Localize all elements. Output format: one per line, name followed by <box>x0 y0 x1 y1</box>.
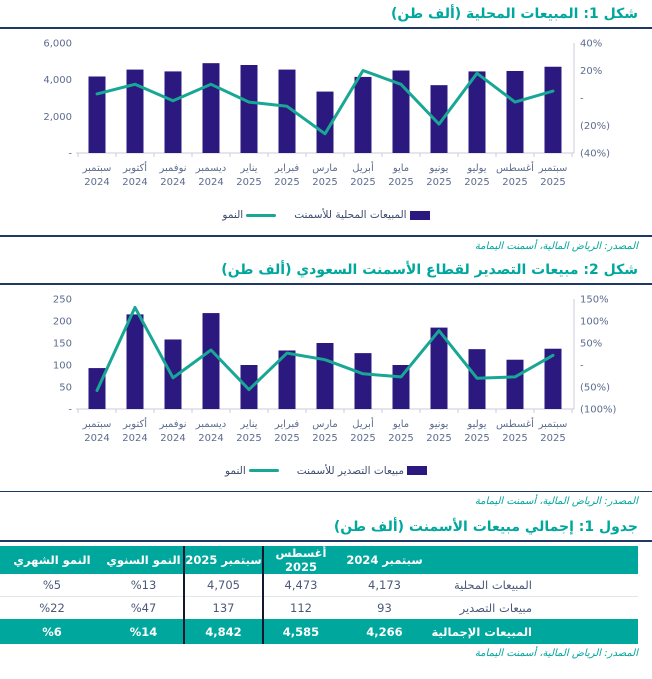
row-label: المبيعات الإجمالية <box>431 619 638 644</box>
bar <box>507 71 524 153</box>
bar <box>165 71 182 153</box>
column-header <box>431 546 638 574</box>
table-cell: 4,842 <box>184 619 263 644</box>
legend-label: النمو <box>222 209 244 221</box>
total-sales-table <box>0 546 638 644</box>
table-header-row <box>0 546 638 574</box>
table-cell: %13 <box>104 574 184 597</box>
title-divider <box>0 283 652 285</box>
x-axis-label: فبراير 2025 <box>274 418 300 444</box>
x-axis-label: يناير 2025 <box>236 163 262 188</box>
legend-label: المبيعات المحلية للأسمنت <box>294 209 407 221</box>
x-axis-label: أغسطس 2025 <box>496 163 534 188</box>
left-axis-tick: 50 <box>59 382 72 393</box>
right-axis-tick: (100%) <box>580 404 617 415</box>
legend-label: النمو <box>225 464 246 477</box>
bar <box>241 65 258 153</box>
table-row <box>0 574 638 597</box>
x-axis-label: نوفمبر 2024 <box>159 418 187 444</box>
left-axis-tick: 4,000 <box>43 75 72 87</box>
table-section <box>0 517 652 660</box>
bar <box>317 343 334 409</box>
x-axis-label: سبتمبر 2025 <box>538 418 568 444</box>
bar <box>89 76 106 153</box>
left-axis-tick: 250 <box>52 294 72 305</box>
x-axis-label: أبريل 2025 <box>350 163 376 188</box>
x-axis-label: مارس 2025 <box>312 418 338 444</box>
x-axis-label: يناير 2025 <box>236 418 262 444</box>
bar <box>203 313 220 409</box>
figure1-section <box>0 4 652 253</box>
left-axis-tick: - <box>68 404 72 415</box>
x-axis-label: مايو 2025 <box>388 418 414 444</box>
line-legend-item <box>225 465 279 477</box>
x-labels <box>82 161 568 188</box>
bar <box>507 359 524 408</box>
table-cell: %14 <box>104 619 184 644</box>
x-axis-label: أكتوبر 2024 <box>122 163 148 188</box>
column-header: سبتمبر 2025 <box>184 546 263 574</box>
table-cell: 4,266 <box>338 619 431 644</box>
domestic-sales-chart <box>0 31 652 197</box>
column-header: النمو الشهري <box>0 546 104 574</box>
left-axis-tick: - <box>68 148 72 160</box>
export-sales-chart <box>0 287 652 453</box>
table-cell: 93 <box>377 601 392 615</box>
y-axis-left <box>43 39 72 160</box>
bar <box>241 365 258 409</box>
table-source: المصدر: الرياض المالية، أسمنت اليمامة <box>474 648 638 659</box>
bar <box>203 63 220 153</box>
table-row <box>0 597 638 620</box>
left-axis-tick: 2,000 <box>43 111 72 123</box>
bar <box>127 70 144 153</box>
right-axis-tick: 20% <box>580 66 603 77</box>
bar <box>127 314 144 409</box>
figure2-section <box>0 260 652 509</box>
bar-legend-item <box>294 209 429 221</box>
left-axis-tick: 200 <box>52 316 72 327</box>
title-divider <box>0 540 652 542</box>
x-axis-label: مارس 2025 <box>312 163 338 188</box>
right-axis-tick: 100% <box>580 316 609 327</box>
y-axis-left <box>53 294 72 415</box>
figure1-source: المصدر: الرياض المالية، أسمنت اليمامة <box>474 240 638 252</box>
table-cell: 4,585 <box>263 619 338 644</box>
bar <box>355 353 372 409</box>
table-cell: 137 <box>184 597 263 620</box>
x-axis-label: يونيو 2025 <box>426 418 452 444</box>
y-axis-right <box>580 39 610 160</box>
figure1-title: شكل 1: المبيعات المحلية (ألف طن) <box>391 6 638 22</box>
left-axis-tick: 6,000 <box>43 38 72 50</box>
table-cell: 112 <box>290 601 312 615</box>
figure1-legend <box>0 208 652 222</box>
x-axis-label: أبريل 2025 <box>350 418 376 444</box>
bar-legend-item <box>297 465 427 477</box>
table-cell: 4,705 <box>184 574 263 597</box>
left-axis-tick: 150 <box>52 338 72 349</box>
column-header: أغسطس 2025 <box>263 546 338 574</box>
table-total-row <box>0 619 638 644</box>
bar <box>545 67 562 153</box>
x-axis-label: سبتمبر 2025 <box>538 163 568 188</box>
left-axis-tick: 100 <box>52 360 72 371</box>
right-axis-tick: - <box>580 93 584 105</box>
figure2-legend <box>0 464 652 478</box>
x-axis-label: أغسطس 2025 <box>496 418 534 444</box>
x-axis-label: يوليو 2025 <box>464 163 490 188</box>
line-legend-item <box>222 209 276 221</box>
x-axis-label: ديسمبر 2024 <box>195 163 227 188</box>
x-axis-label: مايو 2025 <box>388 163 414 188</box>
x-axis-label: يوليو 2025 <box>464 418 490 444</box>
right-axis-tick: 150% <box>580 294 609 305</box>
right-axis-tick: 50% <box>580 338 603 349</box>
bar-legend-swatch <box>410 211 430 220</box>
table-cell: %47 <box>130 601 157 615</box>
table-cell: %6 <box>0 619 104 644</box>
right-axis-tick: (40%) <box>580 148 611 160</box>
row-label: المبيعات المحلية <box>431 574 638 597</box>
table-cell: %5 <box>0 574 104 597</box>
table-cell: 4,473 <box>263 574 338 597</box>
right-axis-tick: - <box>580 360 584 371</box>
x-axis-label: يونيو 2025 <box>426 163 452 188</box>
x-axis-label: سبتمبر 2024 <box>82 163 112 188</box>
figure2-source: المصدر: الرياض المالية، أسمنت اليمامة <box>474 496 638 507</box>
right-axis-tick: 40% <box>580 38 603 50</box>
right-axis-tick: (50%) <box>580 382 611 393</box>
column-header: سبتمبر 2024 <box>338 546 431 574</box>
x-labels <box>82 417 568 444</box>
x-axis-label: سبتمبر 2024 <box>82 418 112 444</box>
line-legend-swatch <box>246 214 276 217</box>
table-title: جدول 1: إجمالي مبيعات الأسمنت (ألف طن) <box>333 519 638 535</box>
column-header: النمو السنوي <box>104 546 184 574</box>
legend-label: مبيعات التصدير للأسمنت <box>296 464 404 477</box>
table-cell: %22 <box>39 601 65 615</box>
x-axis-label: أكتوبر 2024 <box>122 418 148 444</box>
x-axis-label: فبراير 2025 <box>274 163 300 188</box>
bar-legend-swatch <box>407 466 427 475</box>
line-legend-swatch <box>249 469 279 472</box>
title-divider <box>0 27 652 29</box>
row-label: مبيعات التصدير <box>459 601 532 615</box>
right-axis-tick: (20%) <box>580 121 611 132</box>
bars-group <box>89 63 562 153</box>
y-axis-right <box>580 294 616 415</box>
bar <box>355 77 372 153</box>
figure2-title: شكل 2: مبيعات التصدير لقطاع الأسمنت السعودي (ألف طن) <box>221 261 638 278</box>
table-cell: 4,173 <box>338 574 431 597</box>
x-axis-label: ديسمبر 2024 <box>195 418 227 444</box>
x-axis-label: نوفمبر 2024 <box>159 163 187 188</box>
